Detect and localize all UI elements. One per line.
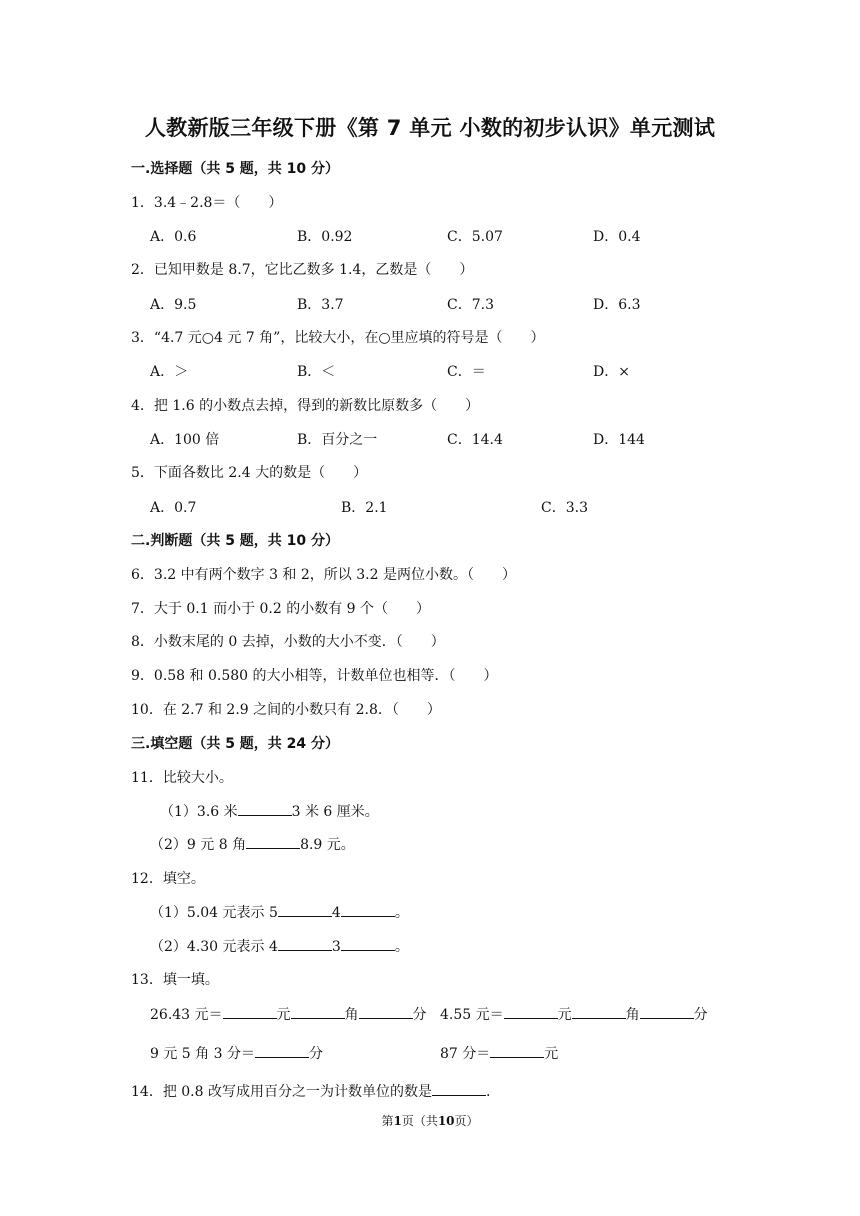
q4-option-d: D．144 (593, 432, 645, 448)
answer-blank[interactable] (359, 1004, 413, 1019)
q2-option-a: A．9.5 (150, 297, 197, 313)
q13-d-unit-yuan: 元 (544, 1046, 559, 1062)
footer-text-pre: 第 (381, 1114, 394, 1128)
q1-option-b: B．0.92 (297, 229, 353, 245)
answer-blank[interactable] (504, 1004, 558, 1019)
q11-1-text-b: 3 米 6 厘米。 (291, 804, 379, 820)
q13-b-unit-jiao: 角 (625, 1007, 640, 1023)
q2-option-d: D．6.3 (593, 297, 641, 313)
footer-text-post: 页） (454, 1114, 479, 1128)
question-8: 8．小数末尾的 0 去掉，小数的大小不变．（ ） (131, 634, 445, 650)
q5-option-b: B．2.1 (341, 500, 388, 516)
question-12-part-2 (150, 936, 409, 956)
q13-a-unit-jiao: 角 (344, 1007, 359, 1023)
q12-2-text-a: （2）4.30 元表示 4 (150, 939, 278, 955)
q11-2-text-a: （2）9 元 8 角 (150, 837, 247, 853)
answer-blank[interactable] (432, 1081, 486, 1096)
q1-option-c: C．5.07 (447, 229, 503, 245)
q13-d-text: 87 分＝ (440, 1046, 491, 1062)
question-10: 10．在 2.7 和 2.9 之间的小数只有 2.8．（ ） (131, 702, 441, 718)
question-13-item-c (150, 1043, 323, 1063)
question-6: 6．3.2 中有两个数字 3 和 2，所以 3.2 是两位小数。（ ） (131, 567, 516, 583)
question-12-part-1 (150, 902, 409, 922)
answer-blank[interactable] (490, 1043, 544, 1058)
question-11-part-1 (160, 801, 379, 821)
page-title: 人教新版三年级下册《第 7 单元 小数的初步认识》单元测试 (144, 116, 716, 140)
q13-c-unit-fen: 分 (308, 1046, 323, 1062)
answer-blank[interactable] (291, 1004, 345, 1019)
question-12: 12．填空。 (131, 871, 205, 887)
question-5: 5．下面各数比 2.4 大的数是（ ） (131, 465, 368, 481)
q11-2-text-b: 8.9 元。 (300, 837, 355, 853)
question-3: 3．“4.7 元○4 元 7 角”，比较大小，在○里应填的符号是（ ） (131, 330, 545, 346)
q13-b-unit-yuan: 元 (557, 1007, 572, 1023)
q1-option-d: D．0.4 (593, 229, 641, 245)
question-4: 4．把 1.6 的小数点去掉，得到的新数比原数多（ ） (131, 398, 480, 414)
question-2: 2．已知甲数是 8.7，它比乙数多 1.4，乙数是（ ） (131, 262, 474, 278)
section-heading-choice: 一.选择题（共 5 题，共 10 分） (131, 161, 340, 177)
question-13-item-d (440, 1043, 558, 1063)
question-14 (131, 1081, 490, 1101)
question-11-part-2 (150, 834, 355, 854)
q14-text: 14．把 0.8 改写成用百分之一为计数单位的数是 (131, 1084, 432, 1100)
section-heading-judgement: 二.判断题（共 5 题，共 10 分） (131, 533, 340, 549)
question-13-item-a (150, 1004, 427, 1024)
q13-a-unit-yuan: 元 (276, 1007, 291, 1023)
answer-blank[interactable] (255, 1043, 309, 1058)
q12-1-text-c: 。 (394, 905, 409, 921)
question-13-item-b (440, 1004, 708, 1024)
footer-page-number: 1 (393, 1114, 402, 1128)
answer-blank[interactable] (278, 902, 332, 917)
answer-blank[interactable] (246, 834, 300, 849)
q13-c-text: 9 元 5 角 3 分＝ (150, 1046, 255, 1062)
answer-blank[interactable] (640, 1004, 694, 1019)
question-13: 13．填一填。 (131, 972, 219, 988)
q13-a-text: 26.43 元＝ (150, 1007, 223, 1023)
answer-blank[interactable] (341, 936, 395, 951)
q3-option-c: C．＝ (447, 364, 486, 380)
footer-total-pages: 10 (437, 1114, 455, 1128)
q13-b-unit-fen: 分 (693, 1007, 708, 1023)
q3-option-a: A．＞ (150, 364, 189, 380)
q12-2-text-b: 3 (331, 939, 341, 955)
q4-option-b: B．百分之一 (297, 432, 378, 448)
question-9: 9．0.58 和 0.580 的大小相等，计数单位也相等．（ ） (131, 668, 498, 684)
q1-option-a: A．0.6 (150, 229, 197, 245)
q3-option-d: D．× (593, 364, 630, 380)
q13-a-unit-fen: 分 (412, 1007, 427, 1023)
q2-option-b: B．3.7 (297, 297, 344, 313)
section-heading-fill: 三.填空题（共 5 题，共 24 分） (131, 736, 340, 752)
answer-blank[interactable] (278, 936, 332, 951)
question-11: 11．比较大小。 (131, 770, 233, 786)
q4-option-a: A．100 倍 (150, 432, 220, 448)
answer-blank[interactable] (341, 902, 395, 917)
question-7: 7．大于 0.1 而小于 0.2 的小数有 9 个（ ） (131, 601, 431, 617)
q5-option-a: A．0.7 (150, 500, 197, 516)
answer-blank[interactable] (238, 801, 292, 816)
page-footer (0, 1112, 860, 1129)
q12-1-text-a: （1）5.04 元表示 5 (150, 905, 278, 921)
q12-1-text-b: 4 (331, 905, 341, 921)
answer-blank[interactable] (572, 1004, 626, 1019)
q3-option-b: B．＜ (297, 364, 336, 380)
q14-end: . (485, 1084, 491, 1100)
question-1: 1．3.4﹣2.8＝（ ） (131, 195, 283, 211)
q2-option-c: C．7.3 (447, 297, 494, 313)
q5-option-c: C．3.3 (541, 500, 588, 516)
q4-option-c: C．14.4 (447, 432, 503, 448)
q12-2-text-c: 。 (394, 939, 409, 955)
q11-1-text-a: （1）3.6 米 (160, 804, 238, 820)
footer-text-mid: 页（共 (401, 1114, 438, 1128)
answer-blank[interactable] (223, 1004, 277, 1019)
q13-b-text: 4.55 元＝ (440, 1007, 504, 1023)
